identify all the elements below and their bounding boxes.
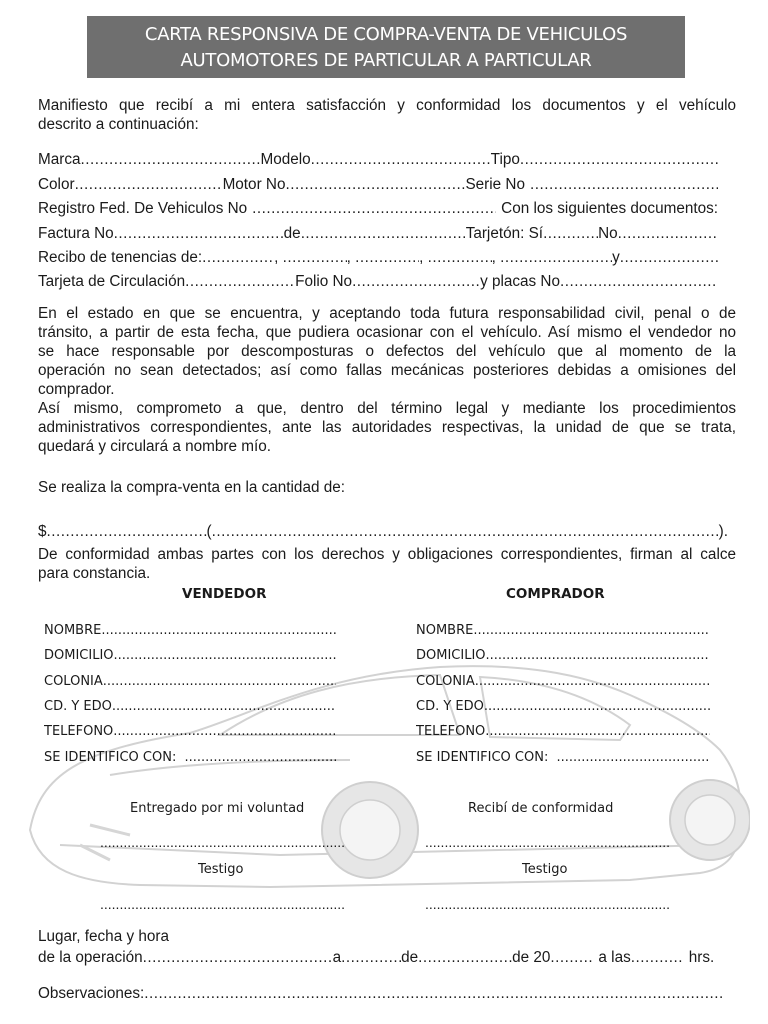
de-label: de — [401, 949, 419, 966]
tenencias-y-label: y — [612, 249, 620, 266]
documentos-label: Con los siguientes documentos: — [501, 200, 718, 217]
buyer-field-row[interactable] — [416, 699, 710, 714]
marca-label: Marca — [38, 151, 81, 168]
tenencia-field[interactable] — [355, 249, 419, 267]
buyer-field-row[interactable] — [416, 674, 710, 689]
factura-date-field[interactable] — [301, 225, 466, 243]
tarjeton-si-field[interactable] — [543, 225, 598, 243]
folio-field[interactable] — [352, 273, 480, 291]
amount-close-paren: ). — [718, 523, 728, 540]
operation-row — [38, 949, 728, 967]
registro-field[interactable] — [252, 200, 496, 218]
tenencia-field[interactable] — [500, 249, 612, 267]
lugar-field[interactable] — [143, 949, 333, 967]
tarjeta-label: Tarjeta de Circulación — [38, 273, 186, 290]
factura-field[interactable] — [114, 225, 284, 243]
buyer-field-label: CD. Y EDO — [416, 699, 484, 714]
seller-field-row[interactable] — [44, 724, 336, 739]
paragraph-line: En el estado en que se encuentra, y aceptando toda futura responsabilidad civil, penal o de — [38, 305, 736, 322]
buyer-witness-line[interactable] — [425, 896, 669, 912]
operacion-label: de la operación — [38, 949, 143, 966]
seller-field-row[interactable] — [44, 674, 336, 689]
amount-numeric-field[interactable] — [47, 523, 207, 541]
hour-field[interactable] — [631, 949, 683, 967]
intro-line: descrito a continuación: — [38, 116, 199, 133]
intro-paragraph — [38, 96, 736, 134]
title-banner — [87, 16, 685, 78]
seller-field-label: CD. Y EDO — [44, 699, 112, 714]
serie-label: Serie No — [465, 176, 525, 193]
paragraph-line: se hace responsable por descomposturas o defectos del vehículo que al momento de la — [38, 343, 736, 360]
paragraph-line: operación no sean detectados; así como fallas mecánicas posteriores debidas a omisiones del — [38, 362, 736, 379]
amount-words-field[interactable] — [212, 523, 719, 541]
tipo-field[interactable] — [520, 151, 718, 169]
vehicle-row-registro — [38, 200, 718, 218]
tarjeta-field[interactable] — [185, 273, 295, 291]
tarjeton-no-label: No — [598, 225, 618, 242]
title-line-2: AUTOMOTORES DE PARTICULAR A PARTICULAR — [180, 50, 592, 71]
registro-label: Registro Fed. De Vehiculos No — [38, 200, 248, 217]
seller-field-label: COLONIA — [44, 674, 103, 689]
tarjeton-no-field[interactable] — [618, 225, 718, 243]
buyer-signature-caption: Recibí de conformidad — [468, 801, 614, 816]
seller-field-label: TELÉFONO — [44, 724, 114, 739]
hrs-label: hrs. — [688, 949, 715, 966]
buyer-field-label: NOMBRE — [416, 623, 474, 638]
tarjeton-label: Tarjetón: Sí — [465, 225, 544, 242]
factura-de-label: de — [283, 225, 301, 242]
observaciones-label: Observaciones: — [38, 985, 145, 1002]
seller-field-row[interactable] — [44, 648, 336, 663]
buyer-field-label: COLONIA — [416, 674, 475, 689]
paragraph-line: quedará y circulará a nombre mío. — [38, 438, 271, 455]
seller-field-row[interactable] — [44, 623, 336, 638]
marca-field[interactable] — [81, 151, 261, 169]
buyer-field-label: DOMICILIO — [416, 648, 486, 663]
agreement-line: De conformidad ambas partes con los derechos y obligaciones correspondientes, firman al calce — [38, 546, 736, 563]
seller-field-label: DOMICILIO — [44, 648, 114, 663]
modelo-field[interactable] — [311, 151, 491, 169]
tenencias-label: Recibo de tenencias de: — [38, 249, 203, 266]
paragraph-line: comprador. — [38, 381, 115, 398]
currency-label: $ — [38, 523, 47, 540]
seller-witness-line[interactable] — [100, 896, 346, 912]
alas-label: a las — [598, 949, 631, 966]
modelo-label: Modelo — [260, 151, 311, 168]
observaciones-row — [38, 985, 724, 1003]
buyer-field-label: SE IDENTIFICO CON: — [416, 750, 553, 765]
motor-field[interactable] — [285, 176, 465, 194]
seller-heading: VENDEDOR — [182, 586, 267, 602]
folio-label: Folio No — [295, 273, 353, 290]
seller-witness-label: Testigo — [198, 862, 244, 877]
seller-field-label: NOMBRE — [44, 623, 102, 638]
motor-label: Motor No — [222, 176, 286, 193]
liability-paragraph — [38, 304, 736, 456]
amount-open-paren: ( — [206, 523, 212, 540]
tenencia-field[interactable] — [620, 249, 718, 267]
color-label: Color — [38, 176, 75, 193]
seller-field-row[interactable] — [44, 699, 336, 714]
buyer-field-row[interactable] — [416, 724, 710, 739]
vehicle-row-marca — [38, 151, 718, 169]
month-field[interactable] — [418, 949, 512, 967]
paragraph-line: tránsito, a partir de esta fecha, que pudiera ocasionar con el vehículo. Así mismo el vendedor no — [38, 324, 736, 341]
buyer-field-row[interactable] — [416, 623, 710, 638]
buyer-signature-line[interactable] — [425, 834, 669, 850]
a-label: a — [332, 949, 342, 966]
lugar-label: Lugar, fecha y hora — [38, 928, 169, 945]
car-watermark-icon — [20, 655, 750, 915]
de20-label: de 20 — [512, 949, 551, 966]
title-line-1: CARTA RESPONSIVA DE COMPRA-VENTA DE VEHICULOS — [144, 24, 628, 45]
vehicle-row-tenencias: Recibo de tenencias de: ..... , ..... , ..... , ..... , ..... y ..... — [38, 249, 718, 267]
factura-label: Factura No — [38, 225, 114, 242]
buyer-field-label: TELÉFONO — [416, 724, 486, 739]
amount-row — [38, 523, 728, 541]
paragraph-line: Así mismo, comprometo a que, dentro del término legal y mediante los procedimientos — [38, 400, 736, 417]
serie-field[interactable] — [530, 176, 718, 194]
amount-intro: Se realiza la compra-venta en la cantidad de: — [38, 479, 345, 496]
tenencia-field[interactable] — [283, 249, 347, 267]
seller-field-label: SE IDENTIFICO CON: — [44, 750, 181, 765]
buyer-field-row[interactable] — [416, 648, 710, 663]
paragraph-line: administrativos correspondientes, ante las autoridades respectivas, la unidad de que se trata, — [38, 419, 736, 436]
placas-field[interactable] — [560, 273, 718, 291]
intro-line: Manifiesto que recibí a mi entera satisfacción y conformidad los documentos y el vehículo — [38, 97, 736, 114]
year-field[interactable] — [550, 949, 594, 967]
observaciones-field[interactable] — [144, 985, 724, 1003]
placas-label: y placas No — [480, 273, 560, 290]
tenencia-field[interactable] — [428, 249, 492, 267]
vehicle-row-color — [38, 176, 718, 194]
buyer-witness-label: Testigo — [522, 862, 568, 877]
agreement-line: para constancia. — [38, 565, 151, 582]
vehicle-row-factura — [38, 225, 718, 243]
agreement-paragraph — [38, 545, 736, 583]
tipo-label: Tipo — [490, 151, 520, 168]
buyer-field-row[interactable] — [416, 750, 710, 765]
vehicle-row-tarjeta — [38, 273, 718, 291]
day-field[interactable] — [341, 949, 401, 967]
buyer-heading: COMPRADOR — [506, 586, 605, 602]
color-field[interactable] — [75, 176, 223, 194]
seller-field-row[interactable] — [44, 750, 336, 765]
tenencia-field[interactable] — [202, 249, 274, 267]
seller-signature-caption: Entregado por mi voluntad — [130, 801, 305, 816]
seller-signature-line[interactable] — [100, 834, 346, 850]
